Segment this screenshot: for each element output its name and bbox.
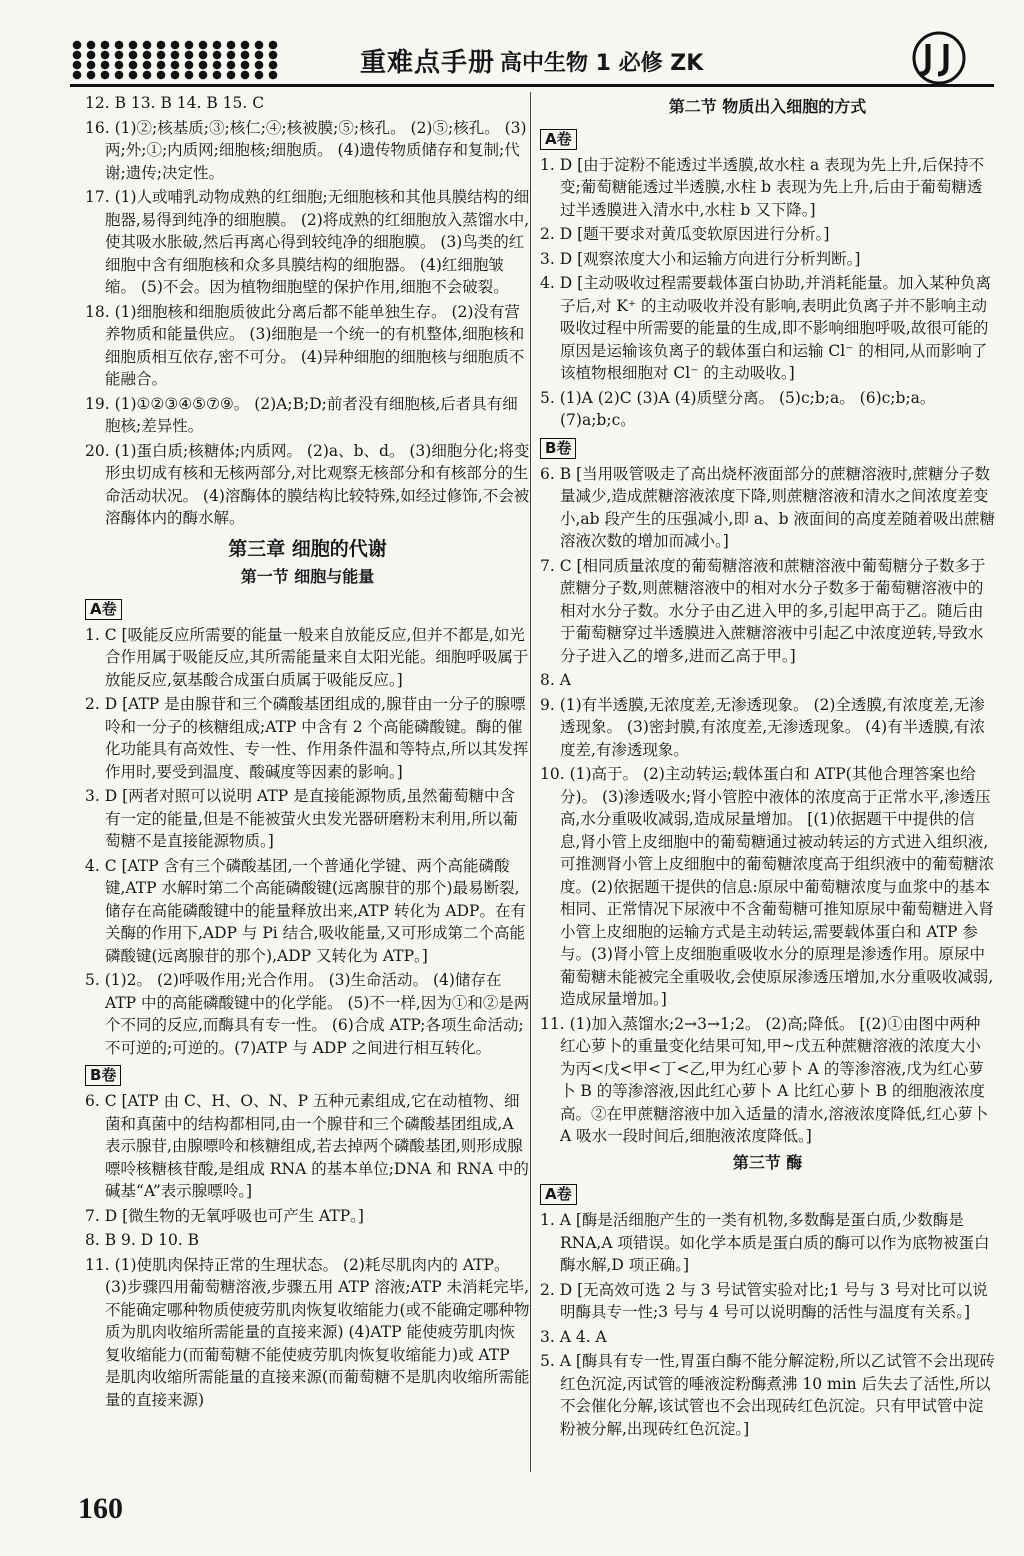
- answer-item: 19. (1)①②③④⑤⑦⑨。 (2)A;B;D;前者没有细胞核,后者具有细胞核;差异性。: [85, 394, 518, 435]
- page-number: 160: [78, 1492, 123, 1525]
- answer-item: 4. D [主动吸收过程需要载体蛋白协助,并消耗能量。加入某种负离子后,对 K⁺ 的主动吸收并没有影响,表明此负离子并不影响主动吸收过程中所需要的能量的生成,即不影响细胞呼吸,故很可能的原因是运输该负离子的载体蛋白和运输 Cl⁻ 的相同,从而影响了该植物根细胞对 Cl⁻ 的主动吸收。]: [540, 274, 992, 382]
- section-tag: A卷: [540, 1184, 577, 1205]
- section-tag: A卷: [540, 129, 577, 150]
- section-heading: 第一节 细胞与能量: [240, 567, 375, 586]
- answer-item: 5. (1)A (2)C (3)A (4)质壁分离。 (5)c;b;a。 (6)c;b;a。 (7)a;b;c。: [540, 388, 936, 429]
- section-tag: A卷: [85, 599, 122, 620]
- answer-item: 7. D [微生物的无氧呼吸也可产生 ATP。]: [85, 1206, 364, 1225]
- answer-item: 3. D [两者对照可以说明 ATP 是直接能源物质,虽然葡萄糖中含有一定的能量,但是不能被萤火虫发光器研磨粉末利用,所以葡萄糖不是直接能源物质。]: [85, 787, 518, 850]
- right-column: [540, 92, 995, 1442]
- section-tag: B卷: [540, 438, 576, 459]
- answer-item: 17. (1)人或哺乳动物成熟的红细胞;无细胞核和其他具膜结构的细胞器,易得到纯净的细胞膜。 (2)将成熟的红细胞放入蒸馏水中,使其吸水胀破,然后再离心得到较纯净的细胞膜。 (3)鸟类的红细胞中含有细胞核和众多具膜结构的细胞器。 (4)红细胞皱缩。 (5)不会。因为植物细胞壁的保护作用,细胞不会破裂。: [85, 188, 530, 296]
- answer-item: 6. C [ATP 由 C、H、O、N、P 五种元素组成,它在动植物、细菌和真菌中的结构都相同,由一个腺苷和三个磷酸基团组成,A 表示腺苷,由腺嘌呤和核糖组成,若去掉两个磷酸基团,则形成腺嘌呤核糖核苷酸,是组成 RNA 的基本单位;DNA 和 RNA 中的碱基“A”表示腺嘌呤。]: [85, 1092, 529, 1200]
- answer-item: 7. C [相同质量浓度的葡萄糖溶液和蔗糖溶液中葡萄糖分子数多于蔗糖分子数,则蔗糖溶液中的相对水分子数多于葡萄糖溶液中的相对水分子数。水分子由乙进入甲的多,引起甲高于乙。随后由于葡萄糖穿过半透膜进入蔗糖溶液中引起乙中浓度逆转,导致水分子进入乙的增多,进而乙高于甲。]: [540, 556, 986, 665]
- answer-item: 2. D [无高效可选 2 与 3 号试管实验对比;1 号与 3 号对比可以说明酶具专一性;3 号与 4 号可以说明酶的活性与温度有关系。]: [540, 1280, 988, 1321]
- column-divider: [530, 92, 531, 1472]
- answer-item: 1. C [吸能反应所需要的能量一般来自放能反应,但并不都是,如光合作用属于吸能反应,其所需能量来自太阳光能。细胞呼吸属于放能反应,氨基酸合成蛋白质属于吸能反应。]: [85, 625, 529, 689]
- header-dot-pattern: [70, 40, 280, 80]
- section-tag: B卷: [85, 1065, 121, 1086]
- section-tag-row: [85, 595, 530, 624]
- header-rule: [70, 84, 994, 87]
- answer-item: 1. A [酶是活细胞产生的一类有机物,多数酶是蛋白质,少数酶是 RNA,A 项错误。如化学本质是蛋白质的酶可以作为底物被蛋白酶水解,D 项正确。]: [540, 1211, 990, 1274]
- section-tag-row: [540, 434, 995, 463]
- answer-item: 6. B [当用吸管吸走了高出烧杯液面部分的蔗糖溶液时,蔗糖分子数量减少,造成蔗糖溶液浓度下降,则蔗糖溶液和清水之间浓度差变小,ab 段产生的压强减小,即 a、b 液面间的高度差随着吸出蔗糖溶液次数的增加而减小。]: [540, 464, 995, 550]
- answer-item: 11. (1)加入蒸馏水;2→3→1;2。 (2)高;降低。 [(2)①由图中两种红心萝卜的重量变化结果可知,甲~戊五种蔗糖溶液的浓度大小为丙<戊<甲<丁<乙,甲为红心萝卜 A 的等渗溶液,戊为红心萝卜 B 的等渗溶液,因此红心萝卜 A 比红心萝卜 B 的细胞液浓度高。②在甲蔗糖溶液中加入适量的清水,溶液浓度降低,红心萝卜 A 吸水一段时间后,细胞液浓度降低。]: [540, 1014, 989, 1145]
- section-heading: 第三节 酶: [732, 1152, 803, 1172]
- answer-item: 8. B 9. D 10. B: [85, 1231, 200, 1249]
- answer-item: 3. A 4. A: [540, 1327, 607, 1346]
- chapter-heading: 第三章 细胞的代谢: [228, 537, 387, 560]
- answer-item: 2. D [题干要求对黄瓜变软原因进行分析。]: [540, 225, 830, 243]
- answer-item: 12. B 13. B 14. B 15. C: [85, 94, 265, 112]
- answer-item: 10. (1)高于。 (2)主动转运;载体蛋白和 ATP(其他合理答案也给分)。 (3)渗透吸水;肾小管腔中液体的浓度高于正常水平,渗透压高,水分重吸收减弱,造成尿量增加。 [(1)依据题干中提供的信息,肾小管上皮细胞中的葡萄糖通过被动转运的方式进入组织液,可推测肾小管上皮细胞中的葡萄糖浓度高于组织液中的葡萄糖浓度。(2)依据题干提供的信息:原尿中葡萄糖浓度与血浆中的基本相同、正常情况下尿液中不含葡萄糖可推知原尿中葡萄糖进入肾小管上皮细胞的运输方式是主动转运,需要载体蛋白和 ATP 参与。(3)肾小管上皮细胞重吸收水分的原理是渗透作用。原尿中葡萄糖未能被完全重吸收,会使原尿渗透压增加,水分重吸收减弱,造成尿量增加。]: [540, 765, 995, 1008]
- book-subtitle: 高中生物 1 必修 ZK: [500, 51, 704, 76]
- answer-item: 16. (1)②;核基质;③;核仁;④;核被膜;⑤;核孔。 (2)⑤;核孔。 (3)两;外;①;内质网;细胞核;细胞质。 (4)遗传物质储存和复制;代谢;遗传;决定性。: [85, 118, 527, 182]
- section-tag-row: [540, 1180, 995, 1209]
- section-heading: 第二节 物质出入细胞的方式: [668, 97, 867, 116]
- section-tag-row: [85, 1061, 530, 1090]
- answer-item: 4. C [ATP 含有三个磷酸基团,一个普通化学键、两个高能磷酸键,ATP 水解时第二个高能磷酸键(远离腺苷的那个)最易断裂,储存在高能磷酸键中的能量释放出来,ATP 转化为 ADP。在有关酶的作用下,ADP 与 Pi 结合,吸收能量,又可形成第二个高能磷酸键(远离腺苷的那个),ADP 又转化为 ATP。]: [85, 856, 526, 965]
- answer-item: 5. A [酶具有专一性,胃蛋白酶不能分解淀粉,所以乙试管不会出现砖红色沉淀,丙试管的唾液淀粉酶煮沸 10 min 后失去了活性,所以不会催化分解,该试管也不会出现砖红色沉淀。只有甲试管中淀粉被分解,出现砖红色沉淀。]: [540, 1352, 995, 1438]
- answer-item: 5. (1)2。 (2)呼吸作用;光合作用。 (3)生命活动。 (4)储存在 ATP 中的高能磷酸键中的化学能。 (5)不一样,因为①和②是两个不同的反应,而酶具有专一性。 (6)合成 ATP;各项生命活动;不可逆的;可逆的。(7)ATP 与 ADP 之间进行相互转化。: [85, 971, 530, 1057]
- answer-item: 3. D [观察浓度大小和运输方向进行分析判断。]: [540, 249, 861, 268]
- answer-item: 20. (1)蛋白质;核糖体;内质网。 (2)a、b、d。 (3)细胞分化;将变形虫切成有核和无核两部分,对比观察无核部分和有核部分的生命活动状况。 (4)溶酶体的膜结构比较特殊,如经过修饰,不会被溶酶体内的酶水解。: [85, 441, 530, 527]
- page-header: [60, 30, 990, 86]
- publisher-logo-icon: [908, 30, 970, 86]
- left-column: [85, 92, 530, 1413]
- answer-item: 2. D [ATP 是由腺苷和三个磷酸基团组成的,腺苷由一分子的腺嘌呤和一分子的核糖组成;ATP 中含有 2 个高能磷酸键。酶的催化功能具有高效性、专一性、作用条件温和等特点,所以其发挥作用时,要受到温度、酸碱度等因素的影响。]: [85, 695, 529, 781]
- answer-item: 8. A: [540, 671, 571, 689]
- answer-item: 11. (1)使肌肉保持正常的生理状态。 (2)耗尽肌肉内的 ATP。 (3)步骤四用葡萄糖溶液,步骤五用 ATP 溶液;ATP 未消耗完毕,不能确定哪种物质使疲劳肌肉恢复收缩能力(或不能确定哪种物质为肌肉收缩所需能量的直接来源) (4)ATP 能使疲劳肌肉恢复收缩能力(而葡萄糖不能使疲劳肌肉恢复收缩能力)或 ATP 是肌肉收缩所需能量的直接来源(而葡萄糖不是肌肉收缩所需能量的直接来源): [85, 1255, 530, 1409]
- section-tag-row: [540, 125, 995, 154]
- answer-item: 9. (1)有半透膜,无浓度差,无渗透现象。 (2)全透膜,有浓度差,无渗透现象。 (3)密封膜,有浓度差,无渗透现象。 (4)有半透膜,有浓度差,有渗透现象。: [540, 695, 986, 759]
- book-title: 重难点手册: [360, 48, 496, 78]
- answer-item: 18. (1)细胞核和细胞质彼此分离后都不能单独生存。 (2)没有营养物质和能量供应。 (3)细胞是一个统一的有机整体,细胞核和细胞质相互依存,密不可分。 (4)异种细胞的细胞核与细胞质不能融合。: [85, 302, 525, 388]
- answer-item: 1. D [由于淀粉不能透过半透膜,故水柱 a 表现为先上升,后保持不变;葡萄糖能透过半透膜,水柱 b 表现为先上升,后由于葡萄糖透过半透膜进入清水中,水柱 b 又下降。]: [540, 155, 985, 219]
